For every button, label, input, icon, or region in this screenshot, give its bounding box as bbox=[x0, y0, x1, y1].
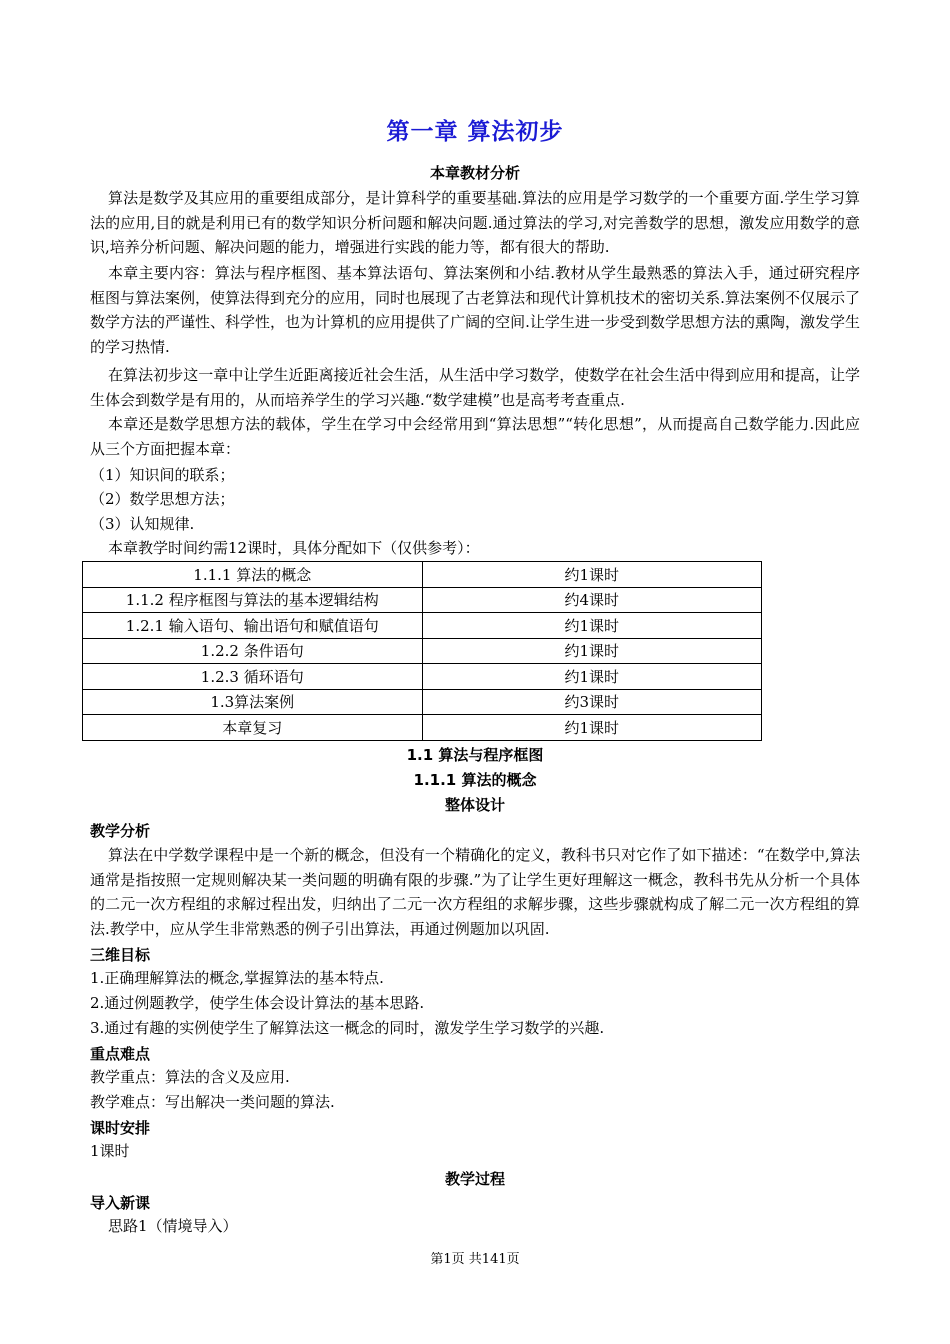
objective-item: 2.通过例题教学，使学生体会设计算法的基本思路. bbox=[90, 994, 425, 1012]
analysis-paragraph-3: 在算法初步这一章中让学生近距离接近社会生活，从生活中学习数学，使数学在社会生活中得到应用和提高，让学生体会到数学是有用的，从而培养学生的学习兴趣.“数学建模”也是高考考查重点. bbox=[90, 366, 860, 409]
process-heading: 教学过程 bbox=[444, 1170, 505, 1188]
table-row bbox=[83, 689, 762, 715]
topic-cell: 1.1.1 算法的概念 bbox=[83, 562, 423, 588]
aspect-item: （2）数学思想方法； bbox=[90, 490, 235, 508]
analysis-paragraph-2: 本章主要内容：算法与程序框图、基本算法语句、算法案例和小结.教材从学生最熟悉的算法入手，通过研究程序框图与算法案例，使算法得到充分的应用，同时也展现了古老算法和现代计算机技术的密切关系.算法案例不仅展示了数学方法的严谨性、科学性，也为计算机的应用提供了广阔的空间.让学生进一步受到数学思想方法的熏陶，激发学生的学习热情. bbox=[90, 264, 860, 356]
intro-heading: 导入新课 bbox=[90, 1194, 151, 1212]
aspect-item: （1）知识间的联系； bbox=[90, 466, 235, 484]
key-points-heading: 重点难点 bbox=[90, 1045, 151, 1063]
objective-item: 1.正确理解算法的概念,掌握算法的基本特点. bbox=[90, 969, 384, 987]
topic-cell: 1.1.2 程序框图与算法的基本逻辑结构 bbox=[83, 587, 423, 613]
teaching-analysis-text: 算法在中学数学课程中是一个新的概念，但没有一个精确化的定义，教科书只对它作了如下描述：“在数学中,算法通常是指按照一定规则解决某一类问题的明确有限的步骤.”为了让学生更好理解这一概念，教科书先从分析一个具体的二元一次方程组的求解过程出发，归纳出了二元一次方程组的求解步骤，这些步骤就构成了解二元一次方程组的算法.教学中，应从学生非常熟悉的例子引出算法，再通过例题加以巩固. bbox=[90, 846, 860, 938]
design-heading: 整体设计 bbox=[444, 796, 505, 814]
hours-cell: 约4课时 bbox=[422, 587, 762, 613]
objectives-heading: 三维目标 bbox=[90, 946, 151, 964]
hours-cell: 约3课时 bbox=[422, 689, 762, 715]
hours-cell: 约1课时 bbox=[422, 562, 762, 588]
topic-cell: 本章复习 bbox=[83, 715, 423, 741]
topic-cell: 1.3算法案例 bbox=[83, 689, 423, 715]
hours-cell: 约1课时 bbox=[422, 638, 762, 664]
class-hours-heading: 课时安排 bbox=[90, 1119, 151, 1137]
analysis-paragraph-4: 本章还是数学思想方法的载体，学生在学习中会经常用到“算法思想”“转化思想”，从而提高自己数学能力.因此应从三个方面把握本章： bbox=[90, 415, 860, 458]
aspect-item: （3）认知规律. bbox=[90, 515, 195, 533]
analysis-heading: 本章教材分析 bbox=[429, 164, 520, 182]
page-footer: 第1页 共141页 bbox=[430, 1252, 520, 1267]
teaching-analysis-heading: 教学分析 bbox=[90, 822, 151, 840]
key-point-item: 教学重点：算法的含义及应用. bbox=[90, 1068, 290, 1086]
schedule-intro: 本章教学时间约需12课时，具体分配如下（仅供参考）： bbox=[108, 539, 480, 557]
key-point-item: 教学难点：写出解决一类问题的算法. bbox=[90, 1093, 335, 1111]
chapter-title: 第一章 算法初步 bbox=[386, 119, 564, 145]
topic-cell: 1.2.2 条件语句 bbox=[83, 638, 423, 664]
table-row bbox=[83, 664, 762, 690]
intro-text: 思路1（情境导入） bbox=[108, 1217, 238, 1235]
class-hours-text: 1课时 bbox=[90, 1142, 130, 1160]
table-row bbox=[83, 613, 762, 639]
analysis-paragraph-1: 算法是数学及其应用的重要组成部分，是计算科学的重要基础.算法的应用是学习数学的一个重要方面.学生学习算法的应用,目的就是利用已有的数学知识分析问题和解决问题.通过算法的学习,对完善数学的思想，激发应用数学的意识,培养分析问题、解决问题的能力，增强进行实践的能力等，都有很大的帮助. bbox=[90, 189, 860, 256]
section-heading: 1.1 算法与程序框图 bbox=[406, 746, 544, 764]
subsection-heading: 1.1.1 算法的概念 bbox=[413, 771, 537, 789]
table-row bbox=[83, 638, 762, 664]
table-row bbox=[83, 562, 762, 588]
table-row bbox=[83, 715, 762, 741]
hours-cell: 约1课时 bbox=[422, 715, 762, 741]
hours-cell: 约1课时 bbox=[422, 613, 762, 639]
objective-item: 3.通过有趣的实例使学生了解算法这一概念的同时，激发学生学习数学的兴趣. bbox=[90, 1019, 605, 1037]
topic-cell: 1.2.3 循环语句 bbox=[83, 664, 423, 690]
topic-cell: 1.2.1 输入语句、输出语句和赋值语句 bbox=[83, 613, 423, 639]
schedule-table bbox=[82, 561, 762, 741]
table-row bbox=[83, 587, 762, 613]
hours-cell: 约1课时 bbox=[422, 664, 762, 690]
